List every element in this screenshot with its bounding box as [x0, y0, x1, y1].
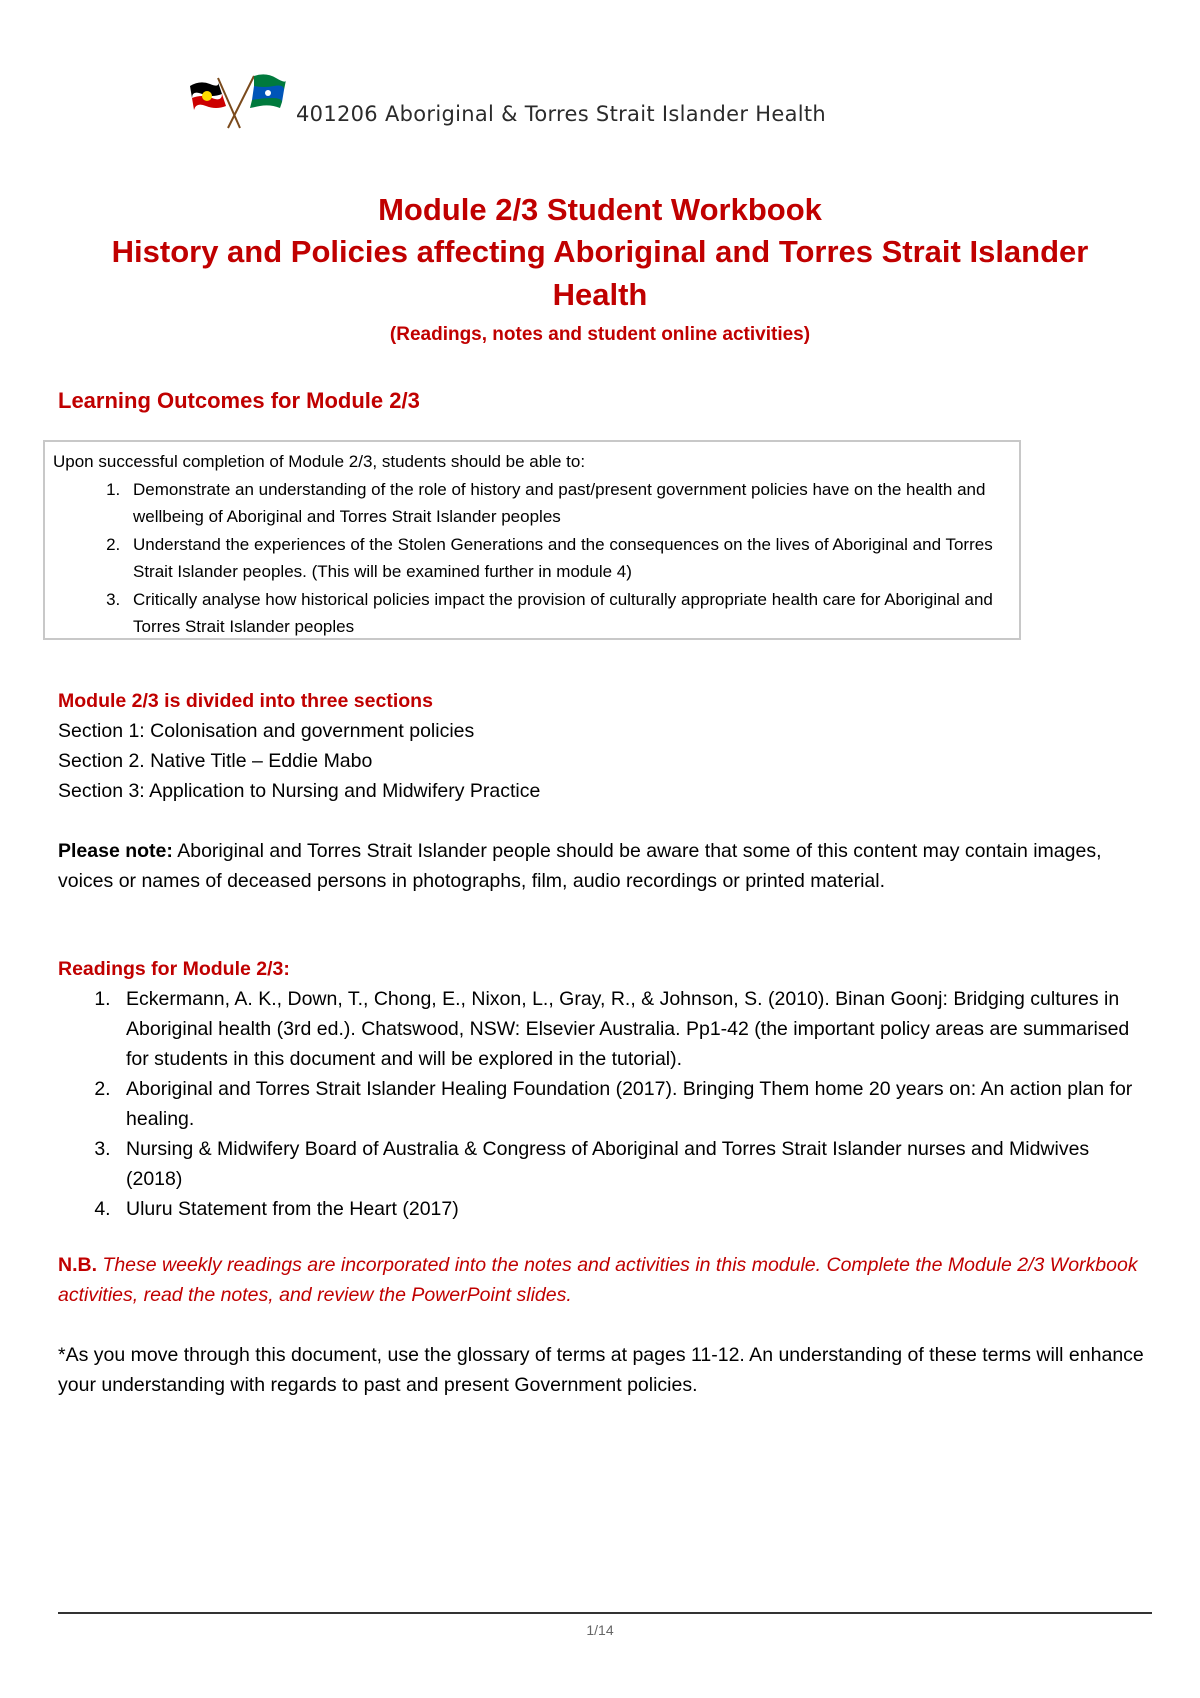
page-number: 1/14 — [586, 1622, 614, 1638]
sections-heading: Module 2/3 is divided into three sections — [58, 690, 433, 712]
note-text: Aboriginal and Torres Strait Islander people should be aware that some of this content may contain images, voices or names of deceased persons in photographs, film, audio recordings or printed material. — [58, 840, 1102, 892]
nb-paragraph — [58, 1250, 1148, 1310]
readings-heading: Readings for Module 2/3: — [58, 958, 290, 980]
sections-block — [58, 686, 540, 806]
module-title-line: History and Policies affecting Aboriginal and Torres Strait Islander — [111, 234, 1089, 269]
nb-text: These weekly readings are incorporated into the notes and activities in this module. Complete the Module 2/3 Workbook activities, read the notes, and review the PowerPoint slides. — [58, 1254, 1138, 1306]
list-item: 3. Nursing & Midwifery Board of Australia & Congress of Aboriginal and Torres Strait Islander nurses and Midwives (2018) — [116, 1134, 1148, 1194]
list-item: 1. Eckermann, A. K., Down, T., Chong, E., Nixon, L., Gray, R., & Johnson, S. (2010). Binan Goonj: Bridging cultures in Aboriginal health (3rd ed.). Chatswood, NSW: Elsevier Australia. Pp1-42 (the important policy areas are summarised for students in this document and will be explored in the tutorial). — [116, 984, 1148, 1074]
course-title: 401206 Aboriginal & Torres Strait Islander Health — [296, 102, 827, 126]
torres-strait-flag-icon — [250, 74, 286, 108]
list-item: 3. Critically analyse how historical policies impact the provision of culturally appropriate health care for Aboriginal and Torres Strait Islander peoples — [125, 586, 1009, 641]
footer-divider — [58, 1612, 1152, 1614]
module-title-line-end: Health — [552, 277, 648, 312]
learning-outcomes-intro: Upon successful completion of Module 2/3, students should be able to: — [53, 452, 586, 471]
list-item: 2. Aboriginal and Torres Strait Islander Healing Foundation (2017). Bringing Them home 20 years on: An action plan for healing. — [116, 1074, 1148, 1134]
title-block — [60, 190, 1140, 350]
workbook-subtitle: (Readings, notes and student online activities) — [389, 324, 811, 345]
learning-outcomes-box — [43, 440, 1021, 640]
note-label: Please note: — [58, 840, 173, 862]
crossed-flags-icon — [188, 72, 288, 130]
section-item: Section 2. Native Title – Eddie Mabo — [58, 750, 373, 772]
learning-outcomes-heading: Learning Outcomes for Module 2/3 — [58, 388, 420, 413]
readings-list — [58, 984, 1148, 1224]
workbook-title: Module 2/3 Student Workbook — [378, 192, 822, 227]
section-item: Section 1: Colonisation and government policies — [58, 720, 475, 742]
list-item: 2. Understand the experiences of the Stolen Generations and the consequences on the lives of Aboriginal and Torres Strait Islander peoples. (This will be examined further in module 4) — [125, 531, 1009, 586]
list-item: 4. Uluru Statement from the Heart (2017) — [116, 1194, 1148, 1224]
learning-outcomes-list — [53, 476, 1009, 641]
section-item: Section 3: Application to Nursing and Midwifery Practice — [58, 780, 541, 802]
glossary-paragraph: *As you move through this document, use the glossary of terms at pages 11-12. An understanding of these terms will enhance your understanding with regards to past and present Government policies. — [58, 1344, 1144, 1396]
list-item: 1. Demonstrate an understanding of the role of history and past/present government policies have on the health and wellbeing of Aboriginal and Torres Strait Islander peoples — [125, 476, 1009, 531]
page-header — [188, 72, 988, 132]
please-note-paragraph — [58, 836, 1148, 896]
readings-block — [58, 954, 1148, 1224]
nb-label: N.B. — [58, 1254, 97, 1276]
